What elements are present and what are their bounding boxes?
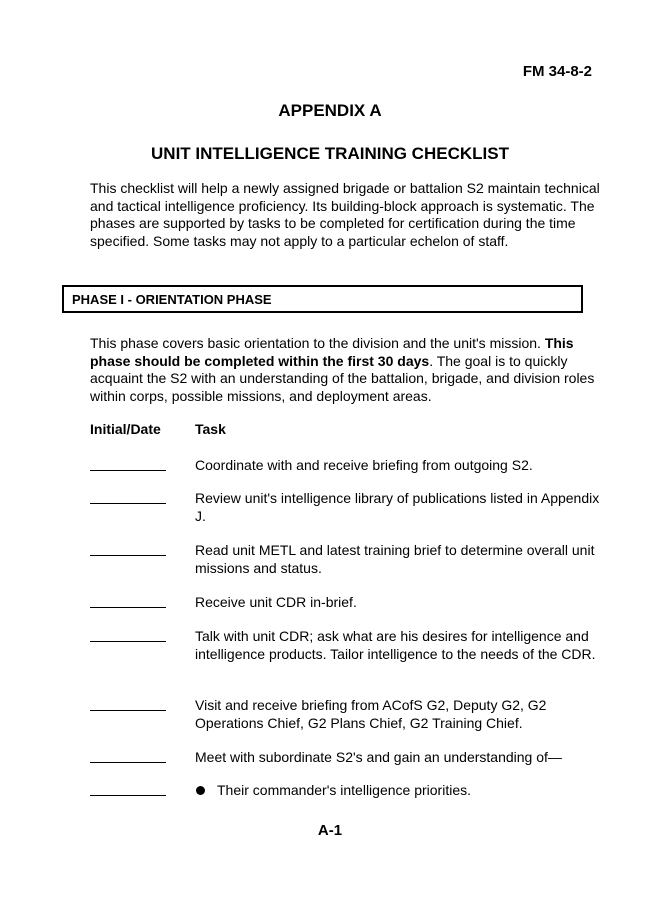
page-number: A-1 <box>317 822 343 839</box>
initial-date-line <box>90 641 166 642</box>
phase-title: PHASE I - ORIENTATION PHASE <box>72 292 272 307</box>
task-text: Meet with subordinate S2's and gain an understanding of— <box>195 749 562 765</box>
initial-date-line <box>90 607 166 608</box>
task-text: Coordinate with and receive briefing from outgoing S2. <box>195 457 533 473</box>
task-text: Visit and receive briefing from ACofS G2, Deputy G2, G2 Operations Chief, G2 Plans Chief, G2 Training Chief. <box>195 697 547 731</box>
document-id: FM 34-8-2 <box>522 63 592 80</box>
initial-date-line <box>90 470 166 471</box>
task-text: Talk with unit CDR; ask what are his desires for intelligence and intelligence products. Tailor intelligence to the needs of the CDR. <box>195 628 596 662</box>
phase-desc-end: . The goal is to quickly acquaint the S2 with an understanding of the battalion, brigade, and division roles within corps, possible missions, and deployment areas. <box>90 352 595 404</box>
phase-description <box>90 335 602 405</box>
appendix-title: APPENDIX A <box>278 101 382 120</box>
initial-date-line <box>90 710 166 711</box>
initial-date-line <box>90 503 166 504</box>
intro-paragraph: This checklist will help a newly assigned brigade or battalion S2 maintain technical and tactical intelligence proficiency. Its building-block approach is systematic. The phases are supported by tasks to be completed for certification during the time specified. Some tasks may not apply to a particular echelon of staff. <box>90 180 600 249</box>
task-subitem-text: Their commander's intelligence priorities. <box>217 782 471 798</box>
task-text: Review unit's intelligence library of publications listed in Appendix J. <box>195 490 600 524</box>
phase-desc-start: This phase covers basic orientation to the division and the unit's mission. <box>90 335 545 351</box>
initial-date-line <box>90 555 166 556</box>
initial-date-line <box>90 762 166 763</box>
phase-desc-bold: This phase should be completed within the first 30 days <box>90 335 574 369</box>
task-text: Receive unit CDR in-brief. <box>195 594 357 610</box>
task-text: Read unit METL and latest training brief to determine overall unit missions and status. <box>195 542 595 576</box>
initial-date-line <box>90 795 166 796</box>
document-title: UNIT INTELLIGENCE TRAINING CHECKLIST <box>151 144 509 163</box>
phase-header-box <box>62 285 583 313</box>
column-header-initial-date: Initial/Date <box>90 421 161 437</box>
bullet-icon <box>196 786 205 795</box>
column-header-task: Task <box>195 421 226 437</box>
